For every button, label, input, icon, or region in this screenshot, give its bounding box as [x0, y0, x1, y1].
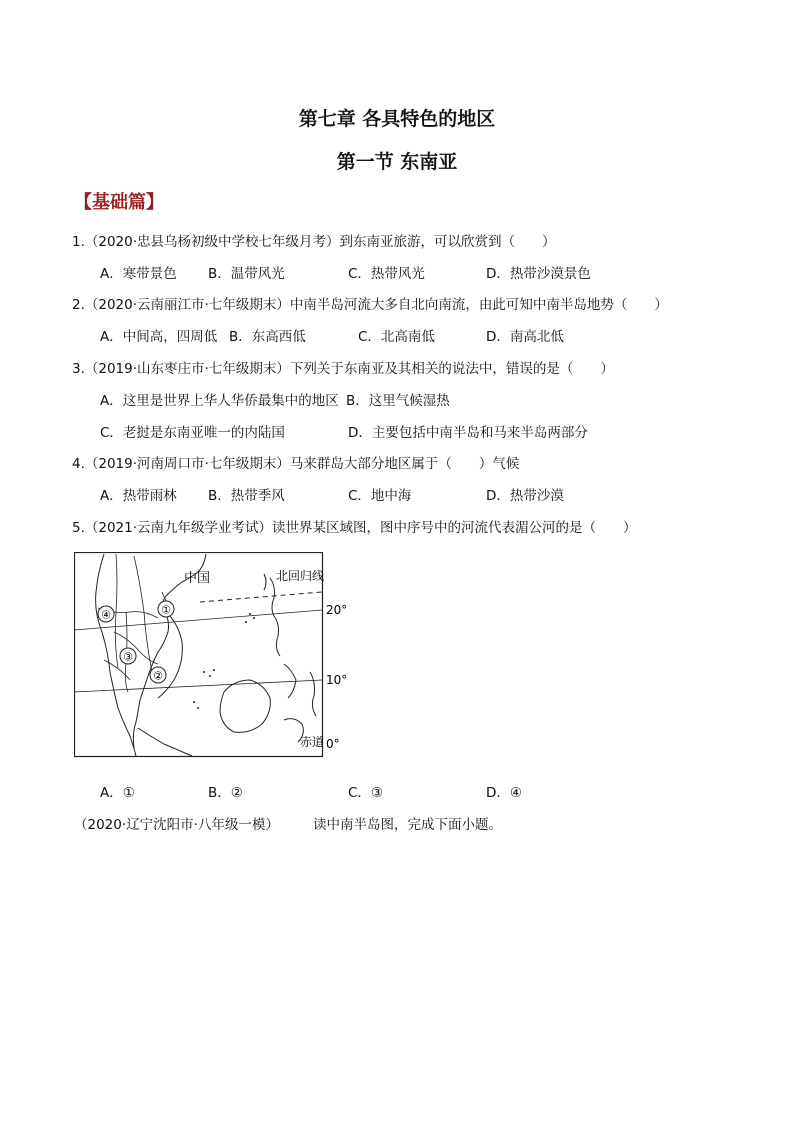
question-2-option-c: C．北高南低: [358, 329, 435, 345]
lat-20-label: 20°: [326, 603, 348, 617]
section-label: 【基础篇】: [74, 192, 164, 213]
question-4-option-c: C．地中海: [348, 488, 412, 504]
question-5-option-c: C．③: [348, 785, 384, 801]
question-1-option-c: C．热带风光: [348, 266, 425, 282]
chapter-title: 第七章 各具特色的地区: [298, 108, 496, 130]
svg-text:①: ①: [161, 603, 171, 617]
question-5-stem: 5.（2021·云南九年级学业考试）读世界某区域图，图中序号中的河流代表湄公河的是（ ）: [72, 520, 637, 536]
question-3-stem: 3.（2019·山东枣庄市·七年级期末）下列关于东南亚及其相关的说法中，错误的是（ ）: [72, 361, 614, 377]
question-4-stem: 4.（2019·河南周口市·七年级期末）马来群岛大部分地区属于（ ）气候: [72, 456, 520, 472]
question-1-stem: 1.（2020·忠县乌杨初级中学校七年级月考）到东南亚旅游，可以欣赏到（ ）: [72, 234, 556, 250]
question-4-option-b: B．热带季风: [208, 488, 285, 504]
svg-text:④: ④: [101, 608, 111, 622]
question-3-option-c: C．老挝是东南亚唯一的内陆国: [100, 425, 285, 441]
question-2-option-b: B．东高西低: [229, 329, 306, 345]
question-4-option-a: A．热带雨林: [100, 488, 177, 504]
question-5-option-d: D．④: [486, 785, 522, 801]
marker-3: [120, 648, 136, 664]
question-1-option-a: A．寒带景色: [100, 266, 177, 282]
question-6-text: 读中南半岛图，完成下面小题。: [312, 817, 502, 833]
equator-label: 赤道: [300, 735, 325, 749]
marker-4: [98, 606, 114, 622]
question-5-option-a: A．①: [100, 785, 135, 801]
svg-text:②: ②: [153, 669, 163, 683]
marker-1: [158, 601, 174, 617]
lat-0-label: 0°: [326, 737, 340, 751]
question-2-option-a: A．中间高，四周低: [100, 329, 218, 345]
svg-text:③: ③: [123, 650, 133, 664]
question-3-option-b: B．这里气候湿热: [346, 393, 450, 409]
section-title: 第一节 东南亚: [336, 151, 458, 173]
china-label: 中国: [184, 571, 211, 586]
question-3-option-a: A．这里是世界上华人华侨最集中的地区: [100, 393, 339, 409]
question-2-stem: 2.（2020·云南丽江市·七年级期末）中南半岛河流大多自北向南流，由此可知中南半岛地势（ ）: [72, 297, 668, 313]
question-5-option-b: B．②: [208, 785, 243, 801]
question-2-option-d: D．南高北低: [486, 329, 564, 345]
tropic-label: 北回归线: [276, 569, 325, 583]
question-6-source: （2020·辽宁沈阳市·八年级一模）: [74, 817, 279, 833]
southeast-asia-map: [74, 552, 364, 758]
lat-10-label: 10°: [326, 673, 348, 687]
question-4-option-d: D．热带沙漠: [486, 488, 564, 504]
question-6-intro: [74, 813, 502, 833]
marker-2: [150, 667, 166, 683]
question-1-option-b: B．温带风光: [208, 266, 285, 282]
question-1-option-d: D．热带沙漠景色: [486, 266, 591, 282]
question-3-option-d: D．主要包括中南半岛和马来半岛两部分: [348, 425, 588, 441]
